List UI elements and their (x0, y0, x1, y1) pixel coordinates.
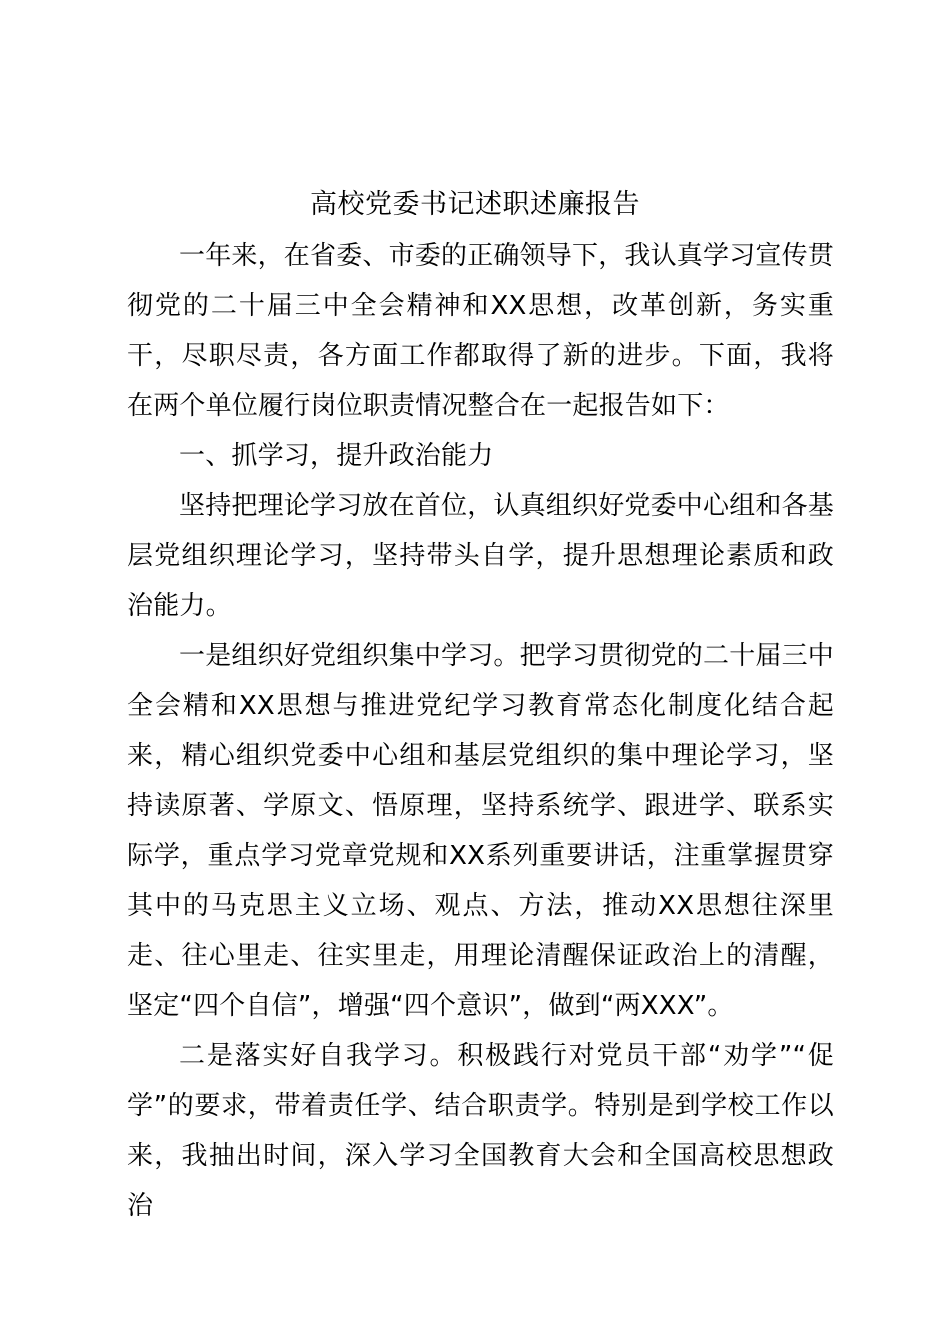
point-1-paragraph: 一是组织好党组织集中学习。把学习贯彻党的二十届三中全会精和XX思想与推进党纪学习教育常态化制度化结合起来，精心组织党委中心组和基层党组织的集中理论学习，坚持读原著、学原文、悟原理，坚持系统学、跟进学、联系实际学，重点学习党章党规和XX系列重要讲话，注重掌握贯穿其中的马克思主义立场、观点、方法，推动XX思想往深里走、往心里走、往实里走，用理论清醒保证政治上的清醒，坚定“四个自信”，增强“四个意识”，做到“两XXX”。 (127, 641, 835, 1021)
intro-paragraph: 一年来，在省委、市委的正确领导下，我认真学习宣传贯彻党的二十届三中全会精神和XX思想，改革创新，务实重干，尽职尽责，各方面工作都取得了新的进步。下面，我将在两个单位履行岗位职责情况整合在一起报告如下： (127, 241, 835, 421)
point-2-paragraph: 二是落实好自我学习。积极践行对党员干部“劝学”“促学”的要求，带着责任学、结合职责学。特别是到学校工作以来，我抽出时间，深入学习全国教育大会和全国高校思想政治 (127, 1041, 834, 1221)
section-1-paragraph: 坚持把理论学习放在首位，认真组织好党委中心组和各基层党组织理论学习，坚持带头自学，提升思想理论素质和政治能力。 (127, 491, 835, 621)
document-title: 高校党委书记述职述廉报告 (310, 189, 640, 220)
document-body (127, 231, 834, 1231)
section-heading-1: 一、抓学习，提升政治能力 (179, 441, 494, 471)
